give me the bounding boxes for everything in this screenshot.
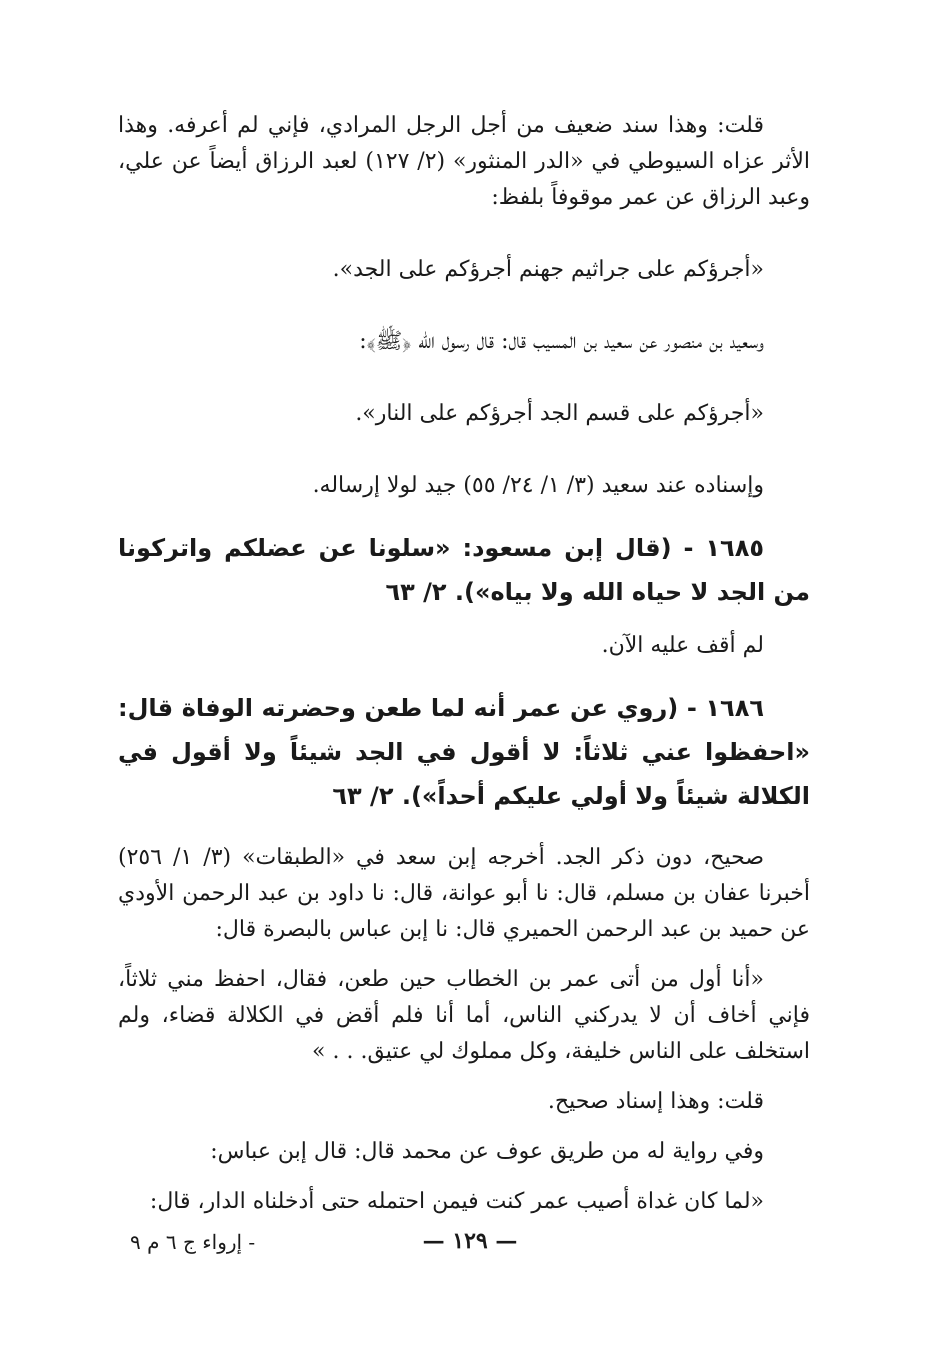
paragraph-4: لم أقف عليه الآن. (601, 633, 764, 658)
paragraph-3: وإسناده عند سعيد (٣/ ١/ ٢٤/ ٥٥) جيد لولا إرساله. (312, 473, 764, 498)
paragraph-7: قلت: وهذا إسناد صحيح. (547, 1089, 764, 1114)
spacer (118, 818, 810, 840)
paragraph-6: «أنا أول من أتى عمر بن الخطاب حين طعن، فقال، احفظ مني ثلاثاً، فإني أخاف أن لا يدركني الناس، أما أنا فلم أقض في الكلالة قضاء، ولم استخلف على الناس خليفة، وكل مملوك لي عتيق. . . » (118, 967, 810, 1064)
spacer (118, 216, 810, 230)
paragraph-5: صحيح، دون ذكر الجد. أخرجه إبن سعد في «الطبقات» (٣/ ١/ ٢٥٦) أخبرنا عفان بن مسلم، قال: نا أبو عوانة، قال: نا داود بن عبد الرحمن الأودي عن حميد بن عبد الرحمن الحميري قال: نا إبن عباس بالبصرة قال: (118, 845, 810, 942)
spacer (118, 1170, 810, 1184)
paragraph-9: «لما كان غداة أصيب عمر كنت فيمن احتمله حتى أدخلناه الدار، قال: (149, 1189, 764, 1214)
paragraph-1: قلت: وهذا سند ضعيف من أجل الرجل المرادي، فإني لم أعرفه. وهذا الأثر عزاه السيوطي في «الدر المنثور» (٢/ ١٢٧) لعبد الرزاق أيضاً عن علي، وعبد الرزاق عن عمر موقوفاً بلفظ: (118, 113, 810, 210)
hadith-heading-1686: ١٦٨٦ - (روي عن عمر أنه لما طعن وحضرته الوفاة قال: «احفظوا عني ثلاثاً: لا أقول في الجد شيئاً ولا أقول في الكلالة شيئاً ولا أولي عليكم أحداً»). ٢/ ٦٣ (118, 694, 810, 810)
signature-mark: - إرواء ج ٦ م ٩ (130, 1230, 256, 1254)
spacer (118, 310, 810, 324)
paragraph-2: وسعيد بن منصور عن سعيد بن المسيب قال: قال رسول الله ﴿ﷺ﴾: (359, 329, 764, 354)
page-footer (130, 1228, 810, 1268)
spacer (118, 504, 810, 526)
spacer (118, 1070, 810, 1084)
quote-2: «أجرؤكم على قسم الجد أجرؤكم على النار». (355, 401, 764, 426)
paragraph-8: وفي رواية له من طريق عوف عن محمد قال: قال إبن عباس: (210, 1139, 764, 1164)
spacer (118, 948, 810, 962)
page-body (118, 108, 810, 1288)
spacer (118, 1120, 810, 1134)
spacer (118, 614, 810, 628)
spacer (118, 360, 810, 374)
page-number: — ١٢٩ — (422, 1228, 518, 1254)
hadith-heading-1685: ١٦٨٥ - (قال إبن مسعود: «سلونا عن عضلكم واتركونا من الجد لا حياه الله ولا بياه»). ٢/ ٦٣ (118, 534, 810, 606)
quote-1: «أجرؤكم على جراثيم جهنم أجرؤكم على الجد». (332, 257, 764, 282)
spacer (118, 664, 810, 686)
spacer (118, 454, 810, 468)
